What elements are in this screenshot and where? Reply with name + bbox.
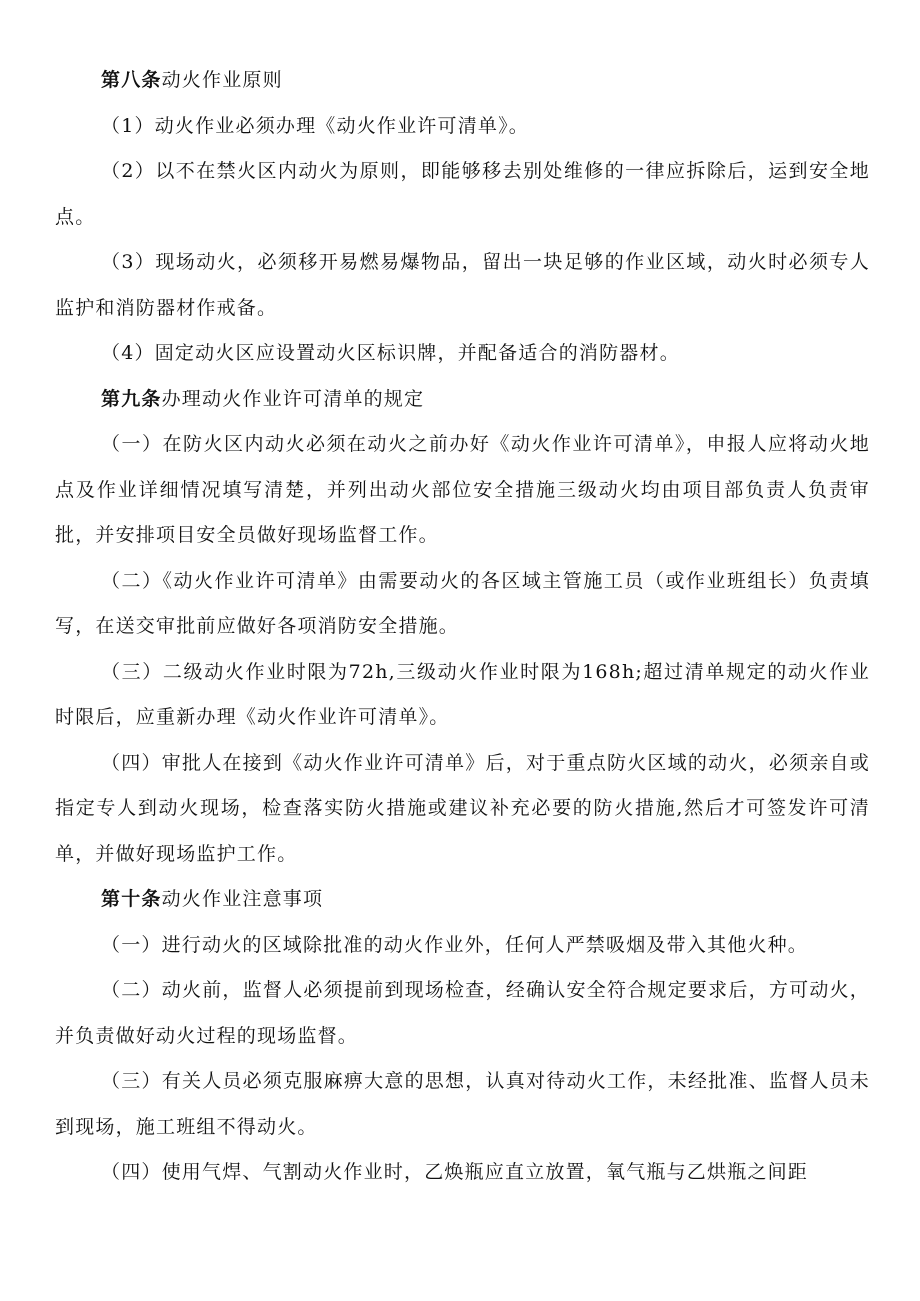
section-label: 第八条 xyxy=(101,69,162,91)
paragraph: （二）《动火作业许可清单》由需要动火的各区域主管施工员（或作业班组长）负责填写，在送交审批前应做好各项消防安全措施。 xyxy=(55,569,870,637)
section-label: 第九条 xyxy=(101,387,162,410)
section-title: 动火作业注意事项 xyxy=(161,888,324,910)
section-title: 动火作业原则 xyxy=(161,69,283,91)
section-heading-9 xyxy=(55,377,870,423)
paragraph: （一）在防火区内动火必须在动火之前办好《动火作业许可清单》，申报人应将动火地点及作业详细情况填写清楚，并列出动火部位安全措施三级动火均由项目部负责人负责审批，并安排项目安全员做好现场监督工作。 xyxy=(55,433,870,546)
paragraph: （四）使用气焊、气割动火作业时，乙焕瓶应直立放置，氧气瓶与乙烘瓶之间距 xyxy=(101,1161,809,1183)
section-heading-10 xyxy=(55,877,870,923)
paragraph: （3）现场动火，必须移开易燃易爆物品，留出一块足够的作业区域，动火时必须专人监护和消防器材作戒备。 xyxy=(55,251,870,319)
paragraph: （2）以不在禁火区内动火为原则，即能够移去别处维修的一律应拆除后，运到安全地点。 xyxy=(55,160,870,228)
paragraph: （一）进行动火的区域除批准的动火作业外，任何人严禁吸烟及带入其他火种。 xyxy=(101,933,809,956)
paragraph: （四）审批人在接到《动火作业许可清单》后，对于重点防火区域的动火，必须亲自或指定专人到动火现场，检查落实防火措施或建议补充必要的防火措施,然后才可签发许可清单，并做好现场监护工作。 xyxy=(55,751,870,865)
section-heading-8 xyxy=(55,58,870,104)
section-label: 第十条 xyxy=(101,888,162,910)
section-title: 办理动火作业许可清单的规定 xyxy=(161,387,425,410)
paragraph: （二）动火前，监督人必须提前到现场检查，经确认安全符合规定要求后，方可动火，并负责做好动火过程的现场监督。 xyxy=(55,979,870,1047)
paragraph: （三）有关人员必须克服麻痹大意的思想，认真对待动火工作，未经批准、监督人员未到现场，施工班组不得动火。 xyxy=(55,1070,870,1138)
paragraph: （三）二级动火作业时限为72h,三级动火作业时限为168h;超过清单规定的动火作业时限后，应重新办理《动火作业许可清单》。 xyxy=(55,660,870,728)
document-page xyxy=(55,58,870,1196)
paragraph: （4）固定动火区应设置动火区标识牌，并配备适合的消防器材。 xyxy=(101,342,680,364)
paragraph: （1）动火作业必须办理《动火作业许可清单》。 xyxy=(101,114,529,137)
